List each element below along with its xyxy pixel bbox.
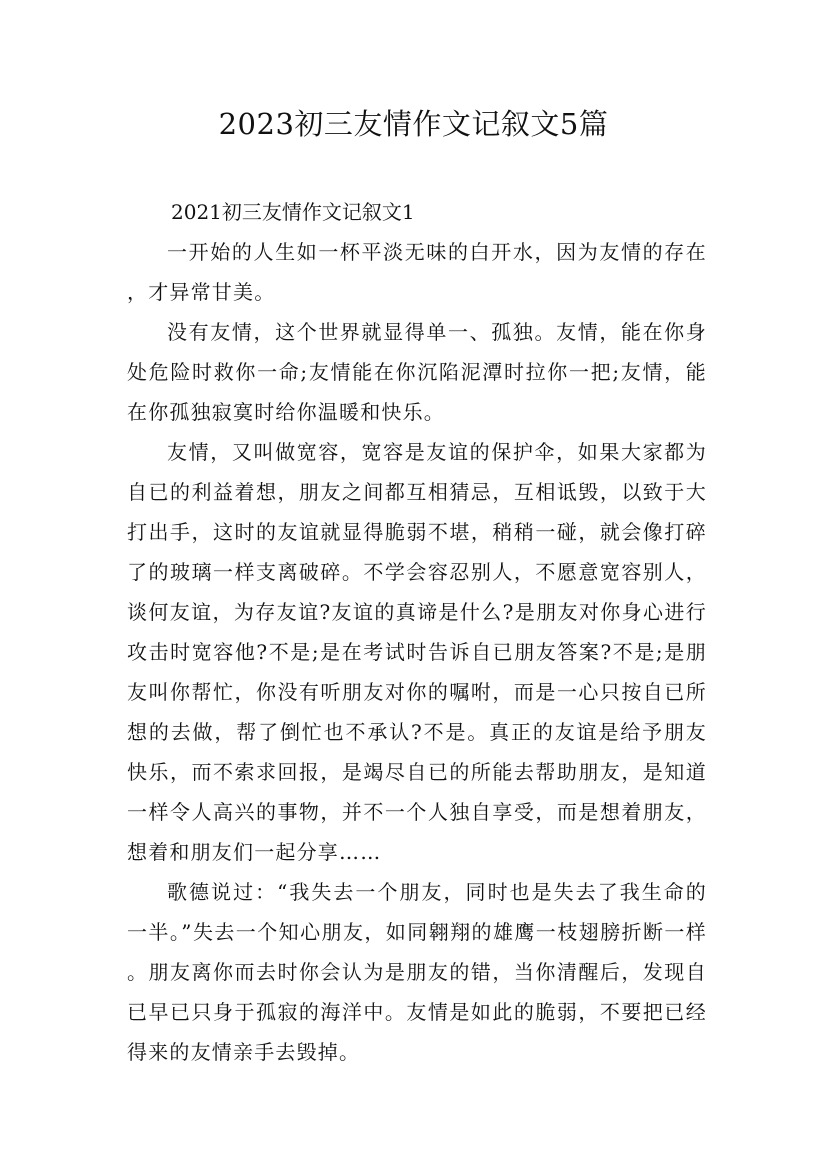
paragraph-1: 一开始的人生如一杯平淡无味的白开水，因为友情的存在，才异常甘美。: [127, 240, 707, 304]
paragraph-2: 没有友情，这个世界就显得单一、孤独。友情，能在你身处危险时救你一命;友情能在你沉陷泥潭时拉你一把;友情，能在你孤独寂寞时给你温暖和快乐。: [127, 320, 707, 424]
paragraph-3: 友情，又叫做宽容，宽容是友谊的保护伞，如果大家都为自已的利益着想，朋友之间都互相猜忌，互相诋毁，以致于大打出手，这时的友谊就显得脆弱不堪，稍稍一碰，就会像打碎了的玻璃一样支离破碎。不学会容忍别人，不愿意宽容别人，谈何友谊，为存友谊?友谊的真谛是什么?是朋友对你身心进行攻击时宽容他?不是;是在考试时告诉自已朋友答案?不是;是朋友叫你帮忙，你没有听朋友对你的嘱咐，而是一心只按自已所想的去做，帮了倒忙也不承认?不是。真正的友谊是给予朋友快乐，而不索求回报，是竭尽自已的所能去帮助朋友，是知道一样令人高兴的事物，并不一个人独自享受，而是想着朋友，想着和朋友们一起分享……: [127, 440, 707, 864]
paragraph-4: 歌德说过：“我失去一个朋友，同时也是失去了我生命的一半。”失去一个知心朋友，如同翱翔的雄鹰一枝翅膀折断一样。朋友离你而去时你会认为是朋友的错，当你清醒后，发现自已早已只身于孤寂的海洋中。友情是如此的脆弱，不要把已经得来的友情亲手去毁掉。: [127, 880, 707, 1064]
document-body: [127, 192, 707, 1072]
section-heading: 2021初三友情作文记叙文1: [171, 200, 415, 224]
document-title: 2023初三友情作文记叙文5篇: [218, 107, 609, 141]
